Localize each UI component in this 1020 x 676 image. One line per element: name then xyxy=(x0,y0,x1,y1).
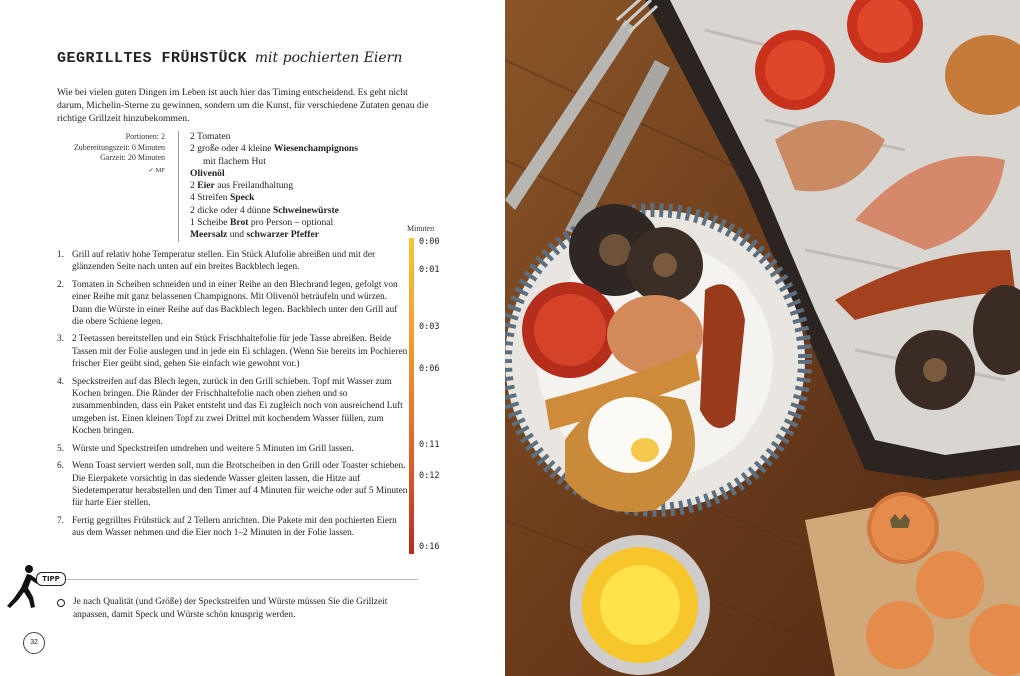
step-item xyxy=(57,279,409,329)
timer-tick: 0:01 xyxy=(419,265,440,275)
step-list xyxy=(57,249,409,545)
prep-time: Zubereitungszeit: 0 Minuten xyxy=(73,142,165,152)
ingredient-item xyxy=(190,192,358,204)
step-text: Fertig gegrilltes Frühstück auf 2 Tellern anrichten. Die Pakete mit den pochierten Eiern aus dem Wasser nehmen und die Eier noch 1–2 Minuten in der Folie lassen. xyxy=(72,515,397,539)
ingredient-name: schwarzer Pfeffer xyxy=(246,229,320,241)
ingredient-text: 4 Streifen xyxy=(190,192,230,204)
ingredient-name: Brot xyxy=(229,217,249,229)
ingredient-name: Olivenöl xyxy=(190,167,225,179)
recipe-title-sub: mit pochierten Eiern xyxy=(254,50,403,66)
ingredient-item xyxy=(190,131,358,143)
ingredient-item xyxy=(190,143,358,155)
ingredient-item xyxy=(190,229,358,241)
cook-time: Garzeit: 20 Minuten xyxy=(100,153,165,162)
timer-tick: 0:00 xyxy=(419,237,440,247)
ingredient-text: aus Freilandhaltung xyxy=(214,180,294,192)
ingredient-text: 2 Tomaten xyxy=(190,131,231,142)
step-number: 5. xyxy=(57,443,64,454)
timer-tick: 0:11 xyxy=(419,440,440,450)
step-text: 2 Teetassen bereitstellen und ein Stück Frischhaltefolie für jede Tasse abreißen. Beide Tassen mit der Folie auslegen und in jede ein Ei schlagen. (Wenn Sie bereits im Pochieren frischer Eier geübt sind, gehen Sie einfach wie gewohnt vor.) xyxy=(72,334,408,370)
step-text: Tomaten in Scheiben schneiden und in einer Reihe an den Blechrand legen, gefolgt von einer Reihe mit ganz belassenen Champignons. Mit Olivenöl beträufeln und würzen. Dann die Würste in einer Reihe auf das Backblech legen. Backblech unter den Grill auf die obere Schiene legen. xyxy=(72,279,398,328)
ingredient-item xyxy=(190,156,358,168)
step-text: Würste und Speckstreifen umdrehen und weitere 5 Minuten im Grill lassen. xyxy=(72,443,354,454)
tip-badge: TIPP xyxy=(36,572,66,586)
ingredient-list xyxy=(178,131,358,242)
ingredient-name: Wiesenchampignons xyxy=(273,143,358,155)
ingredient-text: und xyxy=(227,229,247,241)
step-item xyxy=(57,443,409,455)
step-number: 6. xyxy=(57,461,64,472)
step-item xyxy=(57,460,409,510)
step-number: 4. xyxy=(57,376,64,387)
timer-tick: 0:12 xyxy=(419,471,440,481)
step-number: 3. xyxy=(57,334,64,345)
ingredient-text: mit flachem Hut xyxy=(203,155,266,167)
running-figure-icon xyxy=(4,562,40,610)
recipe-title xyxy=(57,50,402,67)
ingredient-item xyxy=(190,168,358,180)
ingredient-text: pro Person – optional xyxy=(248,217,334,229)
ingredient-name: Schweinewürste xyxy=(272,204,339,216)
step-item xyxy=(57,515,409,540)
step-item xyxy=(57,249,409,274)
ingredient-name: Eier xyxy=(197,180,215,192)
step-text: Speckstreifen auf das Blech legen, zurück in den Grill schieben. Topf mit Wasser zum Kochen bringen. Die Ränder der Frischhaltefolie nach oben ziehen und so zusammenbinden, dass ein Paket entsteht und das Ei zugleich noch von ausreichend Luft umgeben ist. Einen kleinen Topf zu zwei Drittel mit kochendem Wasser füllen, zum Kochen bringen. xyxy=(72,376,403,437)
page-number: 32 xyxy=(23,632,45,654)
recipe-title-main: GEGRILLTES FRÜHSTÜCK xyxy=(57,50,248,67)
timer-label: Minuten xyxy=(407,224,435,233)
ingredient-name: Meersalz xyxy=(190,229,228,241)
recipe-meta xyxy=(60,132,165,176)
timer-tick: 0:06 xyxy=(419,364,440,374)
ingredient-text: 2 xyxy=(190,180,198,192)
timer-tick: 0:03 xyxy=(419,322,440,332)
step-number: 1. xyxy=(57,250,64,260)
step-text: Grill auf relativ hohe Temperatur stellen. Ein Stück Alufolie abreißen und mit der glänzenden Seite nach unten auf ein breites Backblech legen. xyxy=(72,250,376,273)
ingredient-item xyxy=(190,180,358,192)
portions: Portionen: 2 xyxy=(125,132,165,141)
bullet-icon xyxy=(57,599,65,607)
timer-bar xyxy=(409,238,414,554)
diet-badge: ✓ MF xyxy=(148,166,165,174)
tip-text: Je nach Qualität (und Größe) der Speckstreifen und Würste müssen Sie die Grillzeit anpassen, damit Speck und Würste schön knusprig werden. xyxy=(73,597,388,620)
step-number: 2. xyxy=(57,279,64,290)
timer-tick: 0:16 xyxy=(419,542,440,552)
step-item xyxy=(57,333,409,370)
step-item xyxy=(57,376,409,438)
ingredient-text: 2 dicke oder 4 dünne xyxy=(190,204,273,216)
step-text: Wenn Toast serviert werden soll, nun die Brotscheiben in den Grill oder Toaster schieben. Die Eierpakete vorsichtig in das siedende Wasser gleiten lassen, die Hitze auf Siedetemperatur herabstellen und den Timer auf 4 Minuten für weiche oder auf 5 Minuten für harte Eier stellen. xyxy=(72,461,408,509)
ingredient-item xyxy=(190,217,358,229)
breakfast-photo-illustration xyxy=(505,0,1020,676)
ingredient-item xyxy=(190,205,358,217)
tip-divider xyxy=(40,579,418,580)
text-page xyxy=(0,0,505,676)
ingredient-text: 1 Scheibe xyxy=(190,217,230,229)
intro-paragraph: Wie bei vielen guten Dingen im Leben ist auch hier das Timing entscheidend. Es geht nicht darum, Michelin-Sterne zu gewinnen, sondern um die Kunst, für verschiedene Zutaten genau die richtige Grillzeit hinzubekommen. xyxy=(57,87,429,124)
ingredient-text: 2 große oder 4 kleine xyxy=(190,143,274,155)
step-number: 7. xyxy=(57,515,64,526)
ingredient-name: Speck xyxy=(229,192,255,204)
food-photo xyxy=(505,0,1020,676)
